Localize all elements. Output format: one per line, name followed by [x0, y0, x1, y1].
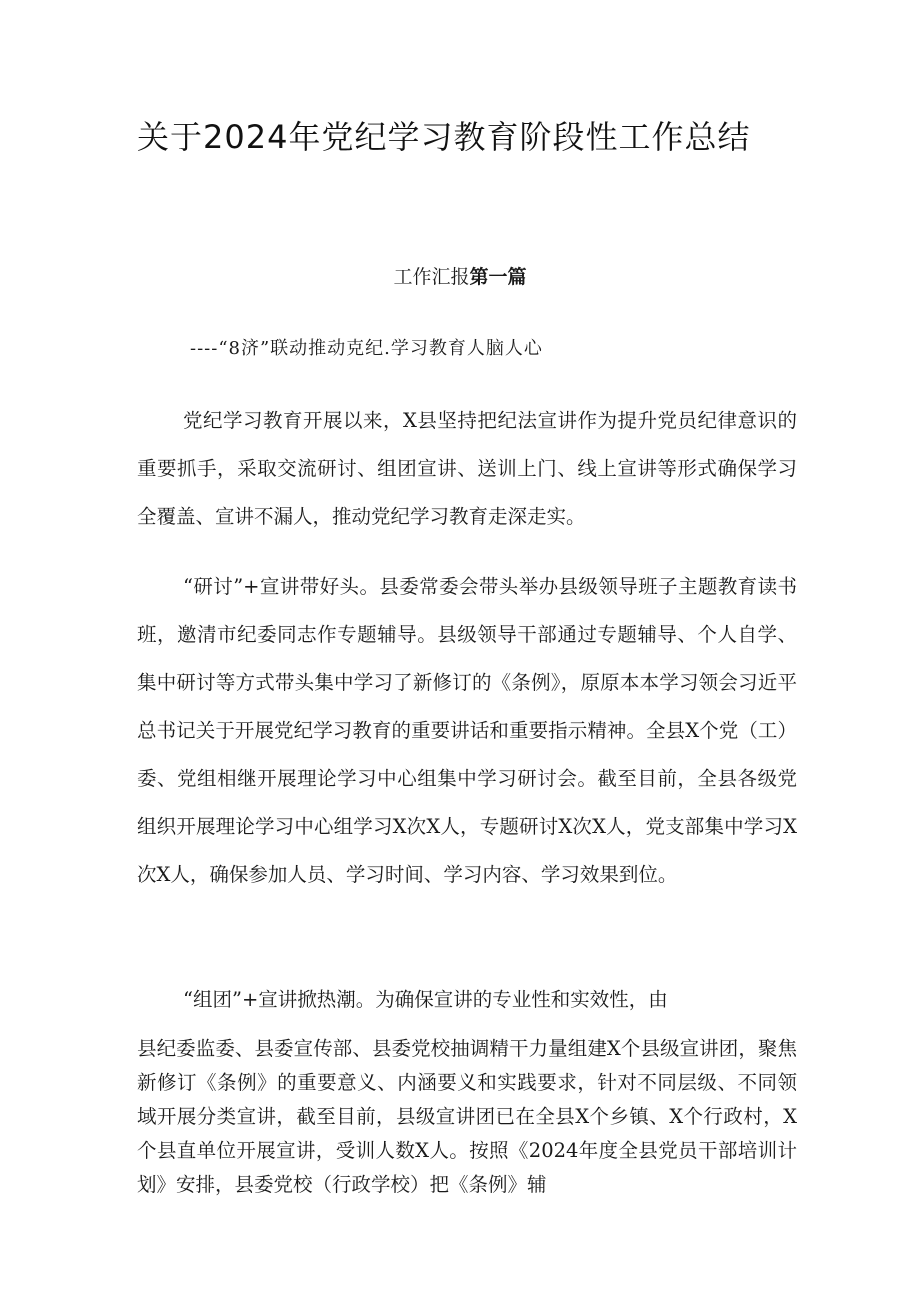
section-number: 第一篇 — [469, 266, 527, 288]
section-label: 工作汇报 — [393, 266, 470, 288]
paragraph-3-first-line: “组团”+宣讲掀热潮。为确保宣讲的专业性和实效性，由 — [183, 988, 668, 1011]
section-heading — [0, 262, 920, 292]
paragraph-1: 党纪学习教育开展以来，X县坚持把纪法宣讲作为提升党员纪律意识的重要抓手，采取交流研讨、组团宣讲、送训上门、线上宣讲等形式确保学习全覆盖、宣讲不漏人，推动党纪学习教育走深走实。 — [137, 409, 797, 528]
paragraph-2: “研讨”+宣讲带好头。县委常委会带头举办县级领导班子主题教育读书班，邀清市纪委同志作专题辅导。县级领导干部通过专题辅导、个人自学、集中研讨等方式带头集中学习了新修订的《条例》，原原本本学习领会习近平总书记关于开展党纪学习教育的重要讲话和重要指示精神。全县X个党（工）委、党组相继开展理论学习中心组集中学习研讨会。截至目前，全县各级党组织开展理论学习中心组学习X次X人，专题研讨X次X人，党支部集中学习X次X人，确保参加人员、学习时间、学习内容、学习效果到位。 — [137, 575, 797, 886]
document-title: 关于2024年党纪学习教育阶段性工作总结 — [137, 118, 751, 156]
paragraph-3-body: 县纪委监委、县委宣传部、县委党校抽调精干力量组建X个县级宣讲团，聚焦新修订《条例》的重要意义、内涵要义和实践要求，针对不同层级、不同领域开展分类宣讲，截至目前，县级宣讲团已在全县X个乡镇、X个行政村，X个县直单位开展宣讲，受训人数X人。按照《2024年度全县党员干部培训计划》安排，县委党校（行政学校）把《条例》辅 — [137, 1037, 797, 1196]
byline: ----“8济”联动推动克纪.学习教育人脑人心 — [190, 338, 543, 359]
